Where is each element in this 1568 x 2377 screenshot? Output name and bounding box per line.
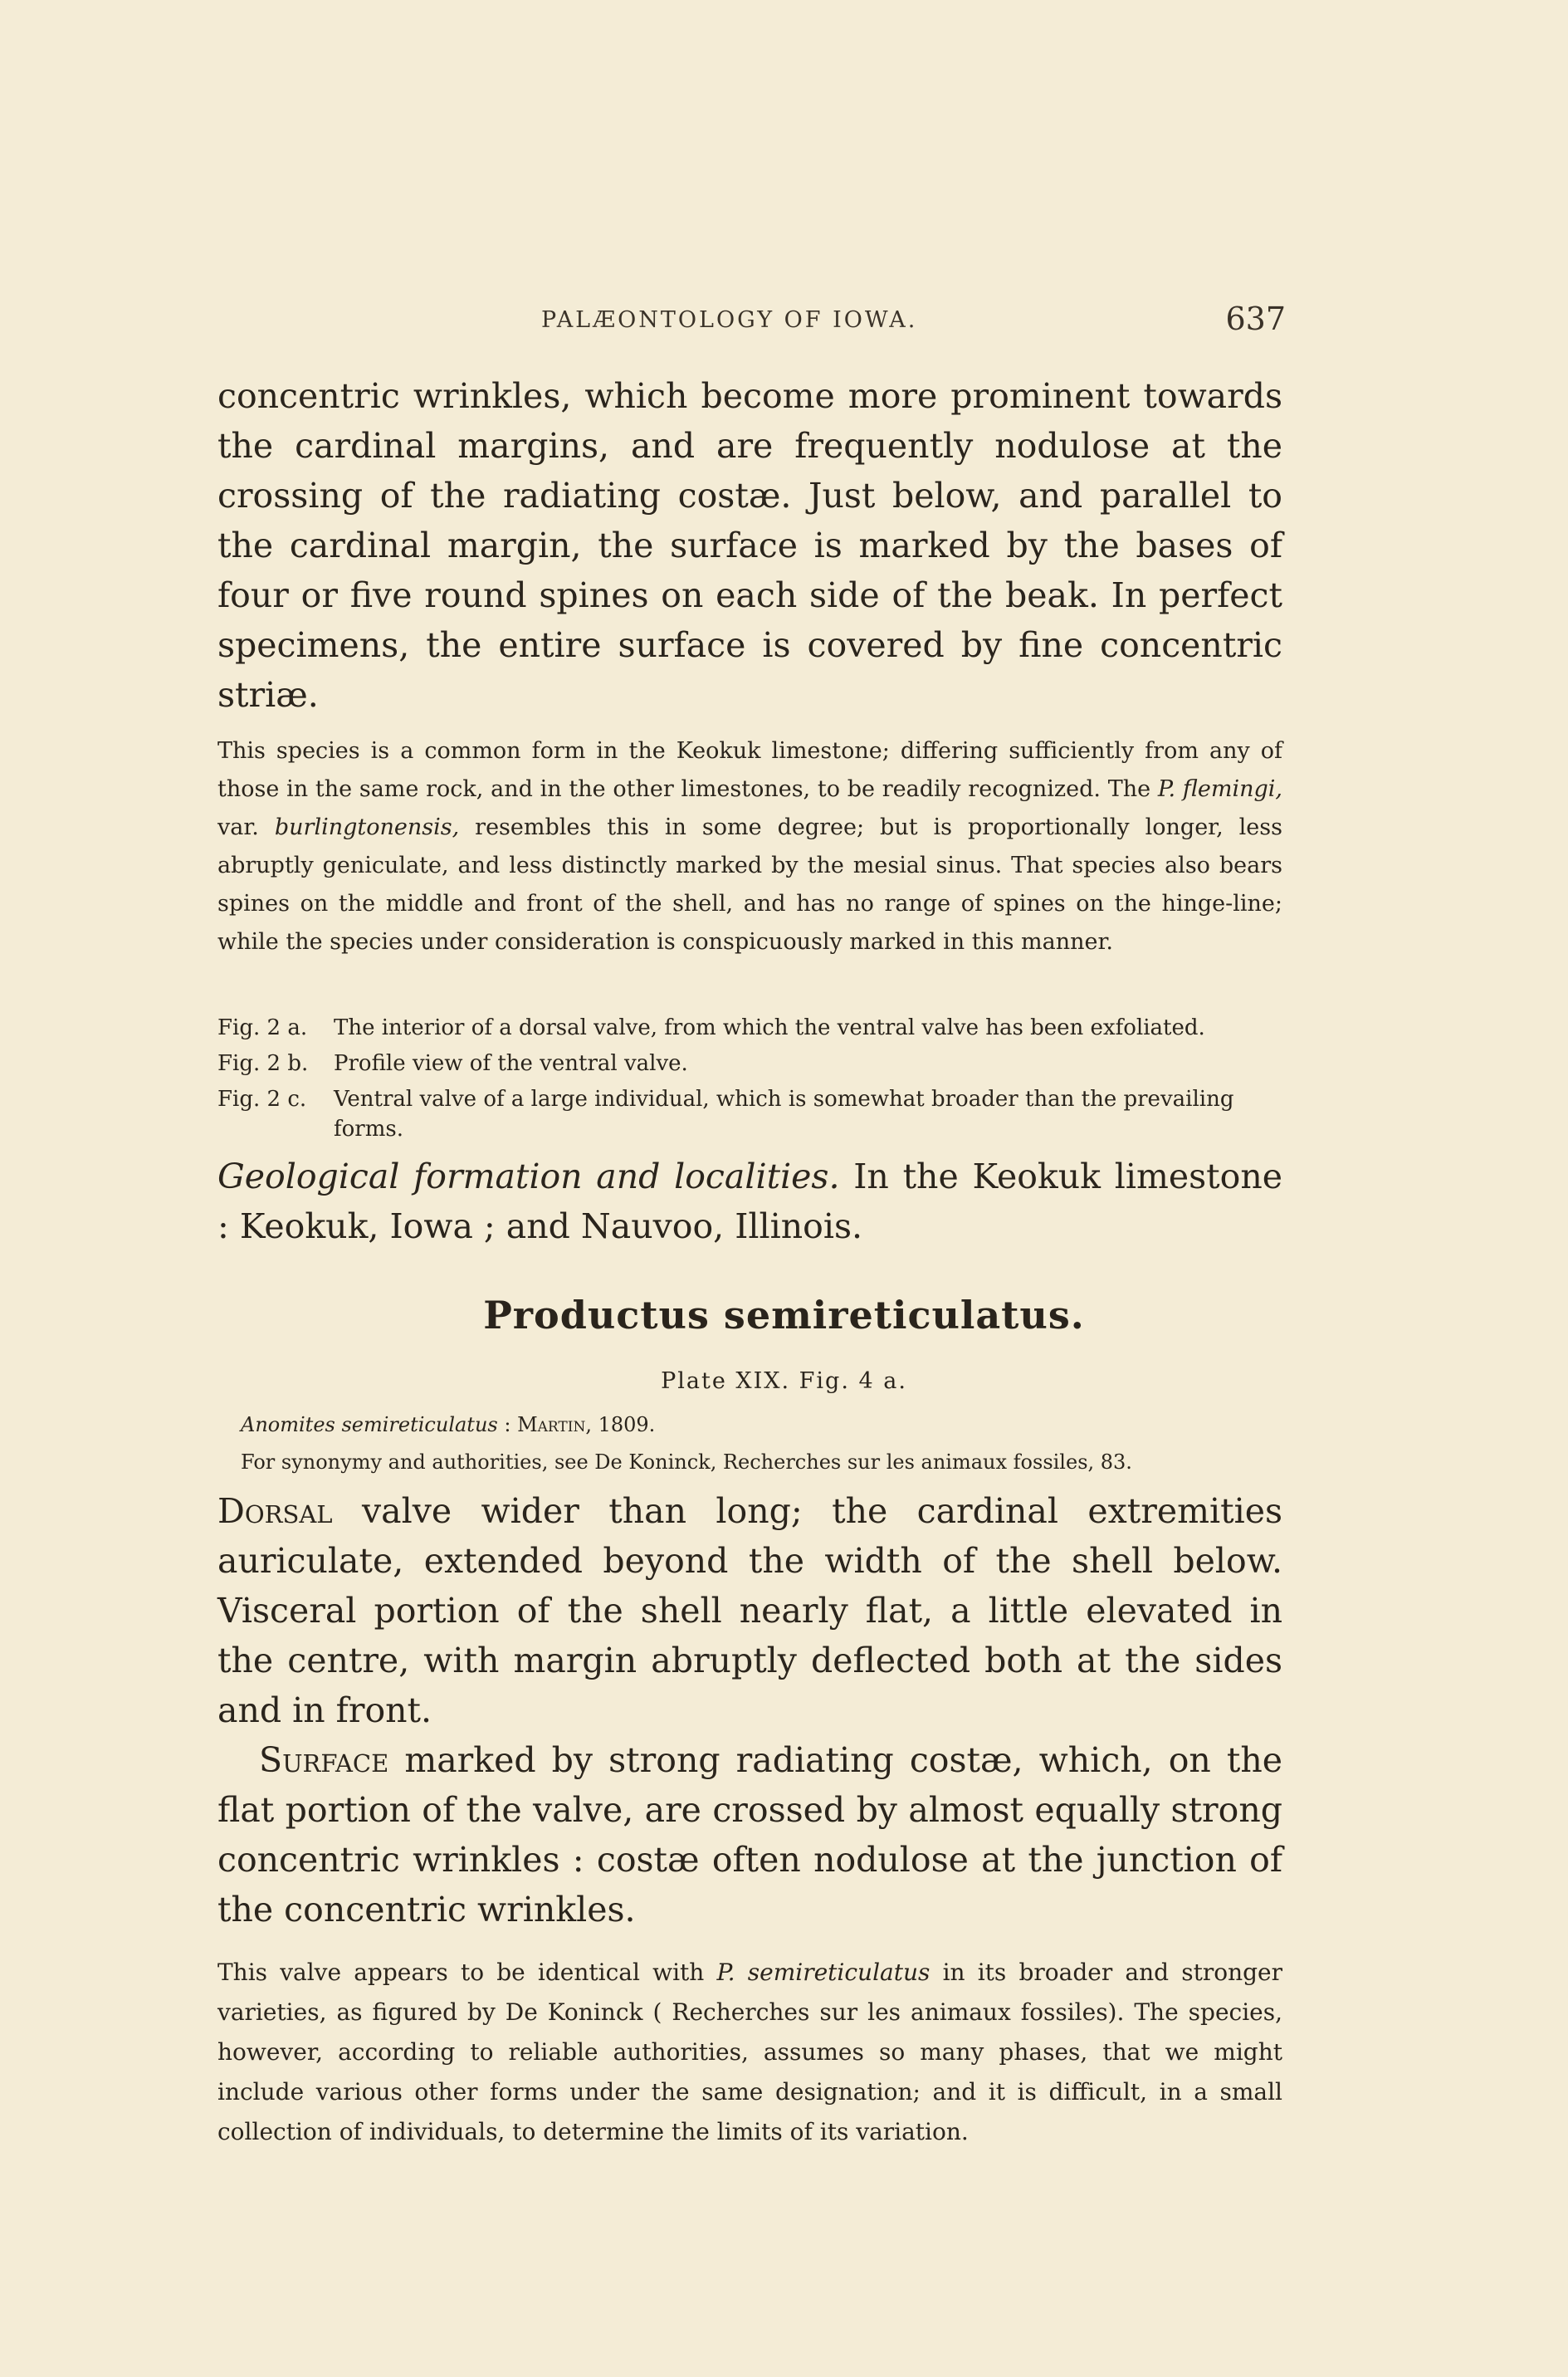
remarks-paragraph <box>217 732 1282 961</box>
species-name-flemingi: P. flemingi, <box>1157 776 1282 802</box>
figure-label: Fig. 2 b. <box>217 1051 309 1076</box>
surface-lead: Surface <box>259 1740 389 1780</box>
figure-caption-2b <box>217 1049 1282 1078</box>
figure-label: Fig. 2 a. <box>217 1015 308 1040</box>
remarks-text-2: var. <box>217 814 275 840</box>
closing-text-2: in its broader and stronger varieties, as figured by De Koninck ( Recherches sur les animaux fossiles). The species, however, according to reliable authorities, assumes so many phases, that we might include various other forms under the same designation; and it is difficult, in a small collection of individuals, to determine the limits of its variation. <box>217 1959 1282 2145</box>
figure-caption-2a <box>217 1013 1282 1043</box>
continued-paragraph: concentric wrinkles, which become more prominent towards the cardinal margins, and are frequently nodulose at the crossing of the radiating costæ. Just below, and parallel to the cardinal margin, the surface is marked by the bases of four or five round spines on each side of the beak. In perfect specimens, the entire surface is covered by fine concentric striæ. <box>217 376 1282 715</box>
synonymy-reference-line: For synonymy and authorities, see De Koninck, Recherches sur les animaux fossiles, 83. <box>241 1450 1132 1474</box>
page-number: 637 <box>1225 301 1286 337</box>
figure-text: Ventral valve of a large individual, which is somewhat broader than the prevailing forms. <box>334 1087 1234 1142</box>
synonym-author: : Martin, 1809. <box>497 1413 656 1436</box>
figure-text: Profile view of the ventral valve. <box>334 1051 688 1076</box>
species-title: Productus semireticulatus. <box>483 1293 1085 1338</box>
geological-text: In the Keokuk limestone : Keokuk, Iowa ; and Nauvoo, Illinois. <box>217 1157 1282 1246</box>
figure-caption-2c <box>217 1084 1282 1144</box>
remarks-text-1: This species is a common form in the Keokuk limestone; differing sufficiently from any of those in the same rock, and in the other limestones, to be readily recognized. The <box>217 738 1282 802</box>
plate-reference: Plate XIX. Fig. 4 a. <box>661 1368 907 1394</box>
surface-paragraph <box>217 1735 1282 1934</box>
dorsal-lead: Dorsal <box>217 1491 333 1531</box>
geological-label: Geological formation and localities. <box>217 1157 840 1196</box>
closing-text-1: This valve appears to be identical with <box>217 1959 717 1986</box>
running-title: PALÆONTOLOGY OF IOWA. <box>541 307 918 333</box>
remarks-text-3: resembles this in some degree; but is proportionally longer, less abruptly geniculate, and less distinctly marked by the mesial sinus. That species also bears spines on the middle and front of the shell, and has no range of spines on the hinge-line; while the species under consideration is conspicuously marked in this manner. <box>217 814 1282 955</box>
closing-paragraph <box>217 1953 1282 2152</box>
synonym-name: Anomites semireticulatus <box>241 1413 498 1436</box>
variety-name: burlingtonensis, <box>274 814 460 840</box>
dorsal-paragraph <box>217 1486 1282 1735</box>
dorsal-text: valve wider than long; the cardinal extremities auriculate, extended beyond the width of the shell below. Visceral portion of the shell nearly flat, a little elevated in the centre, with margin abruptly deflected both at the sides and in front. <box>217 1491 1282 1730</box>
closing-species-name: P. semireticulatus <box>716 1959 931 1986</box>
surface-text: marked by strong radiating costæ, which, on the flat portion of the valve, are crossed by almost equally strong concentric wrinkles : costæ often nodulose at the junction of the concentric wrinkles. <box>217 1740 1282 1929</box>
figure-text: The interior of a dorsal valve, from which the ventral valve has been exfoliated. <box>334 1015 1205 1040</box>
page-header <box>217 301 1286 342</box>
figure-label: Fig. 2 c. <box>217 1087 307 1112</box>
synonymy-name-line <box>241 1411 1287 1438</box>
geological-paragraph <box>217 1152 1282 1251</box>
